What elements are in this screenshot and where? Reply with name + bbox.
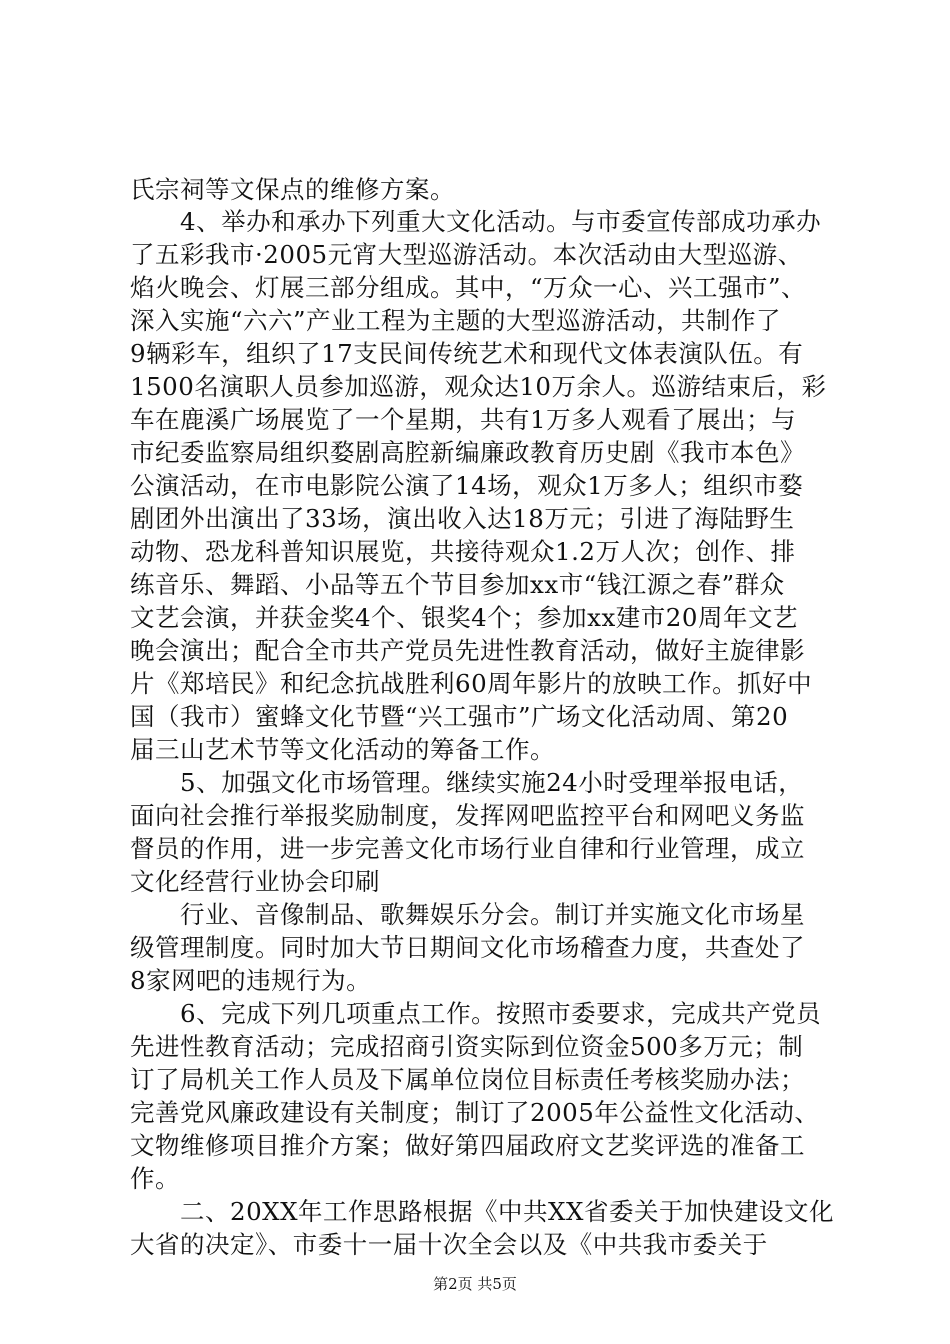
body-line: 届三山艺术节等文化活动的筹备工作。 (130, 735, 555, 764)
body-line: 先进性教育活动；完成招商引资实际到位资金500多万元；制 (130, 1032, 804, 1061)
body-line: 剧团外出演出了33场，演出收入达18万元；引进了海陆野生 (130, 504, 795, 533)
body-line: 面向社会推行举报奖励制度，发挥网吧监控平台和网吧义务监 (130, 801, 805, 830)
body-line: 公演活动，在市电影院公演了14场，观众1万多人；组织市婺 (130, 471, 804, 500)
paragraph-5-start: 5、加强文化市场管理。继续实施24小时受理举报电话， (180, 768, 804, 797)
body-line: 级管理制度。同时加大节日期间文化市场稽查力度，共查处了 (130, 933, 805, 962)
body-line: 完善党风廉政建设有关制度；制订了2005年公益性文化活动、 (130, 1098, 820, 1127)
body-line: 文艺会演，并获金奖4个、银奖4个；参加xx建市20周年文艺 (130, 603, 798, 632)
body-line: 练音乐、舞蹈、小品等五个节目参加xx市“钱江源之春”群众 (130, 570, 785, 599)
body-line: 焰火晚会、灯展三部分组成。其中，“万众一心、兴工强市”、 (130, 273, 807, 302)
body-line: 督员的作用，进一步完善文化市场行业自律和行业管理，成立 (130, 834, 805, 863)
section-2-start: 二、20XX年工作思路根据《中共XX省委关于加快建设文化 (180, 1197, 834, 1226)
body-line: 国（我市）蜜蜂文化节暨“兴工强市”广场文化活动周、第20 (130, 702, 789, 731)
body-line: 文化经营行业协会印刷 (130, 867, 380, 896)
body-line: 动物、恐龙科普知识展览，共接待观众1.2万人次；创作、排 (130, 537, 796, 566)
body-line: 1500名演职人员参加巡游，观众达10万余人。巡游结束后，彩 (130, 372, 827, 401)
paragraph-4-start: 4、举办和承办下列重大文化活动。与市委宣传部成功承办 (180, 207, 822, 236)
body-line: 深入实施“六六”产业工程为主题的大型巡游活动，共制作了 (130, 306, 782, 335)
page-footer: 第2页 共5页 (433, 1275, 517, 1293)
body-line: 8家网吧的违规行为。 (130, 966, 372, 995)
body-line: 车在鹿溪广场展览了一个星期，共有1万多人观看了展出；与 (130, 405, 797, 434)
body-line: 晚会演出；配合全市共产党员先进性教育活动，做好主旋律影 (130, 636, 805, 665)
body-line-indented: 行业、音像制品、歌舞娱乐分会。制订并实施文化市场星 (180, 900, 805, 929)
body-line: 氏宗祠等文保点的维修方案。 (130, 175, 455, 204)
body-line: 订了局机关工作人员及下属单位岗位目标责任考核奖励办法； (130, 1065, 805, 1094)
body-line: 文物维修项目推介方案；做好第四届政府文艺奖评选的准备工 (130, 1131, 805, 1160)
body-line: 作。 (130, 1164, 180, 1193)
paragraph-6-start: 6、完成下列几项重点工作。按照市委要求，完成共产党员 (180, 999, 822, 1028)
body-line: 了五彩我市·2005元宵大型巡游活动。本次活动由大型巡游、 (130, 240, 803, 269)
body-line: 市纪委监察局组织婺剧高腔新编廉政教育历史剧《我市本色》 (130, 438, 805, 467)
body-line: 片《郑培民》和纪念抗战胜利60周年影片的放映工作。抓好中 (130, 669, 813, 698)
body-line: 9辆彩车，组织了17支民间传统艺术和现代文体表演队伍。有 (130, 339, 804, 368)
body-line: 大省的决定》、市委十一届十次全会以及《中共我市委关于 (130, 1230, 768, 1259)
